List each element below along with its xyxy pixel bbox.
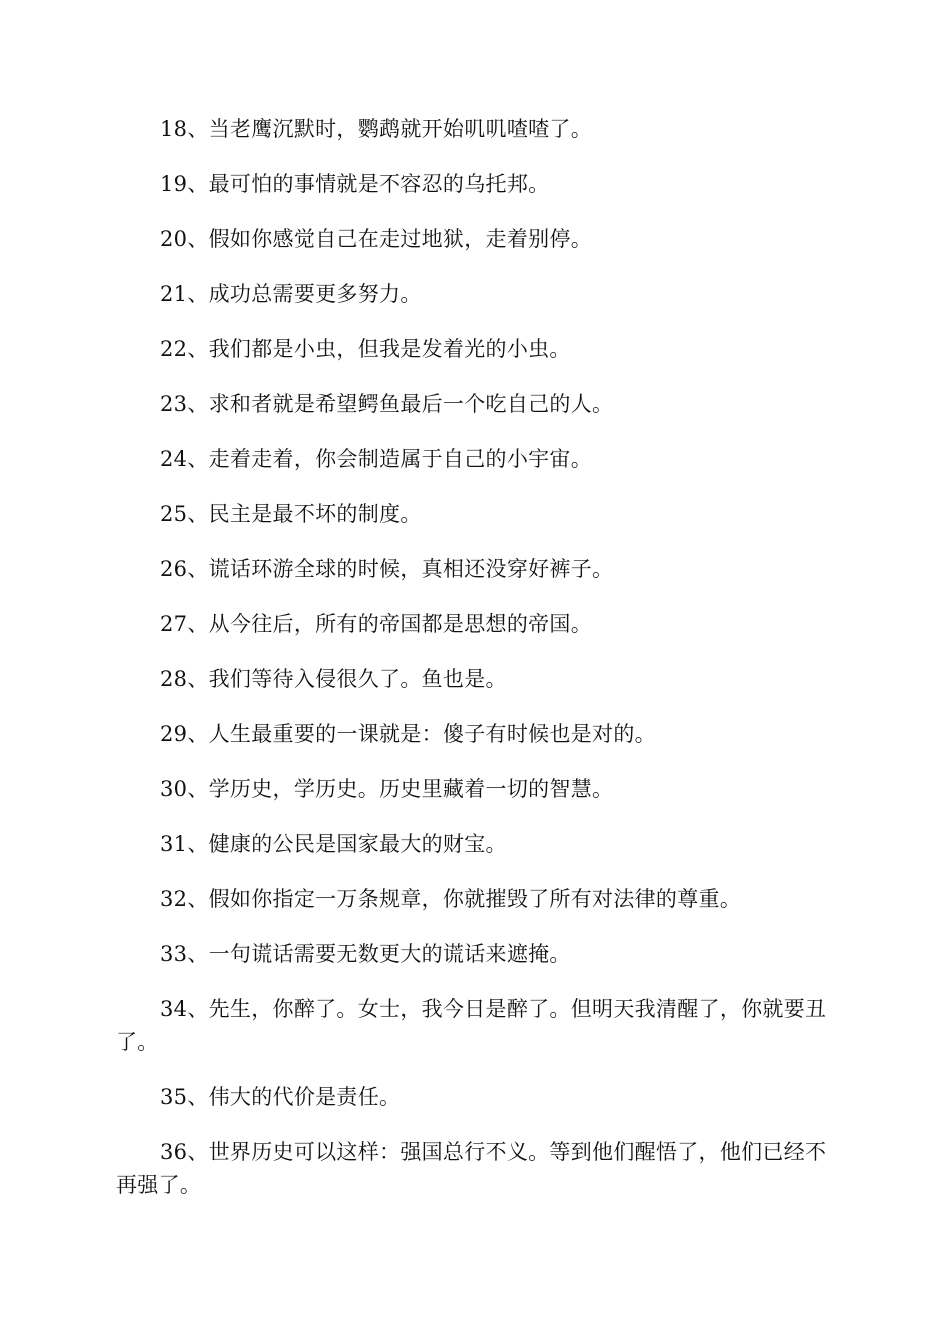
quote-paragraph: 27、从今往后，所有的帝国都是思想的帝国。 bbox=[160, 612, 593, 636]
quote-paragraph: 36、世界历史可以这样：强国总行不义。等到他们醒悟了，他们已经不再强了。 bbox=[116, 1140, 827, 1197]
quote-paragraph: 19、最可怕的事情就是不容忍的乌托邦。 bbox=[160, 172, 550, 196]
quote-paragraph: 24、走着走着，你会制造属于自己的小宇宙。 bbox=[160, 447, 593, 471]
quote-paragraph: 23、求和者就是希望鳄鱼最后一个吃自己的人。 bbox=[160, 392, 614, 416]
quote-paragraph: 21、成功总需要更多努力。 bbox=[160, 282, 422, 306]
quote-paragraph: 26、谎话环游全球的时候，真相还没穿好裤子。 bbox=[160, 557, 614, 581]
quote-paragraph: 29、人生最重要的一课就是：傻子有时候也是对的。 bbox=[160, 722, 656, 746]
quote-paragraph: 34、先生，你醉了。女士，我今日是醉了。但明天我清醒了，你就要丑了。 bbox=[116, 997, 827, 1054]
quote-paragraph: 18、当老鹰沉默时，鹦鹉就开始叽叽喳喳了。 bbox=[160, 117, 593, 141]
quote-paragraph: 32、假如你指定一万条规章，你就摧毁了所有对法律的尊重。 bbox=[160, 887, 742, 911]
quote-paragraph: 25、民主是最不坏的制度。 bbox=[160, 502, 422, 526]
quote-paragraph: 33、一句谎话需要无数更大的谎话来遮掩。 bbox=[160, 942, 571, 966]
quote-paragraph: 35、伟大的代价是责任。 bbox=[160, 1085, 401, 1109]
quote-paragraph: 22、我们都是小虫，但我是发着光的小虫。 bbox=[160, 337, 571, 361]
quote-paragraph: 31、健康的公民是国家最大的财宝。 bbox=[160, 832, 507, 856]
quote-paragraph: 20、假如你感觉自己在走过地狱，走着别停。 bbox=[160, 227, 593, 251]
quote-paragraph: 28、我们等待入侵很久了。鱼也是。 bbox=[160, 667, 507, 691]
quote-paragraph: 30、学历史，学历史。历史里藏着一切的智慧。 bbox=[160, 777, 614, 801]
document-body bbox=[116, 113, 834, 1224]
